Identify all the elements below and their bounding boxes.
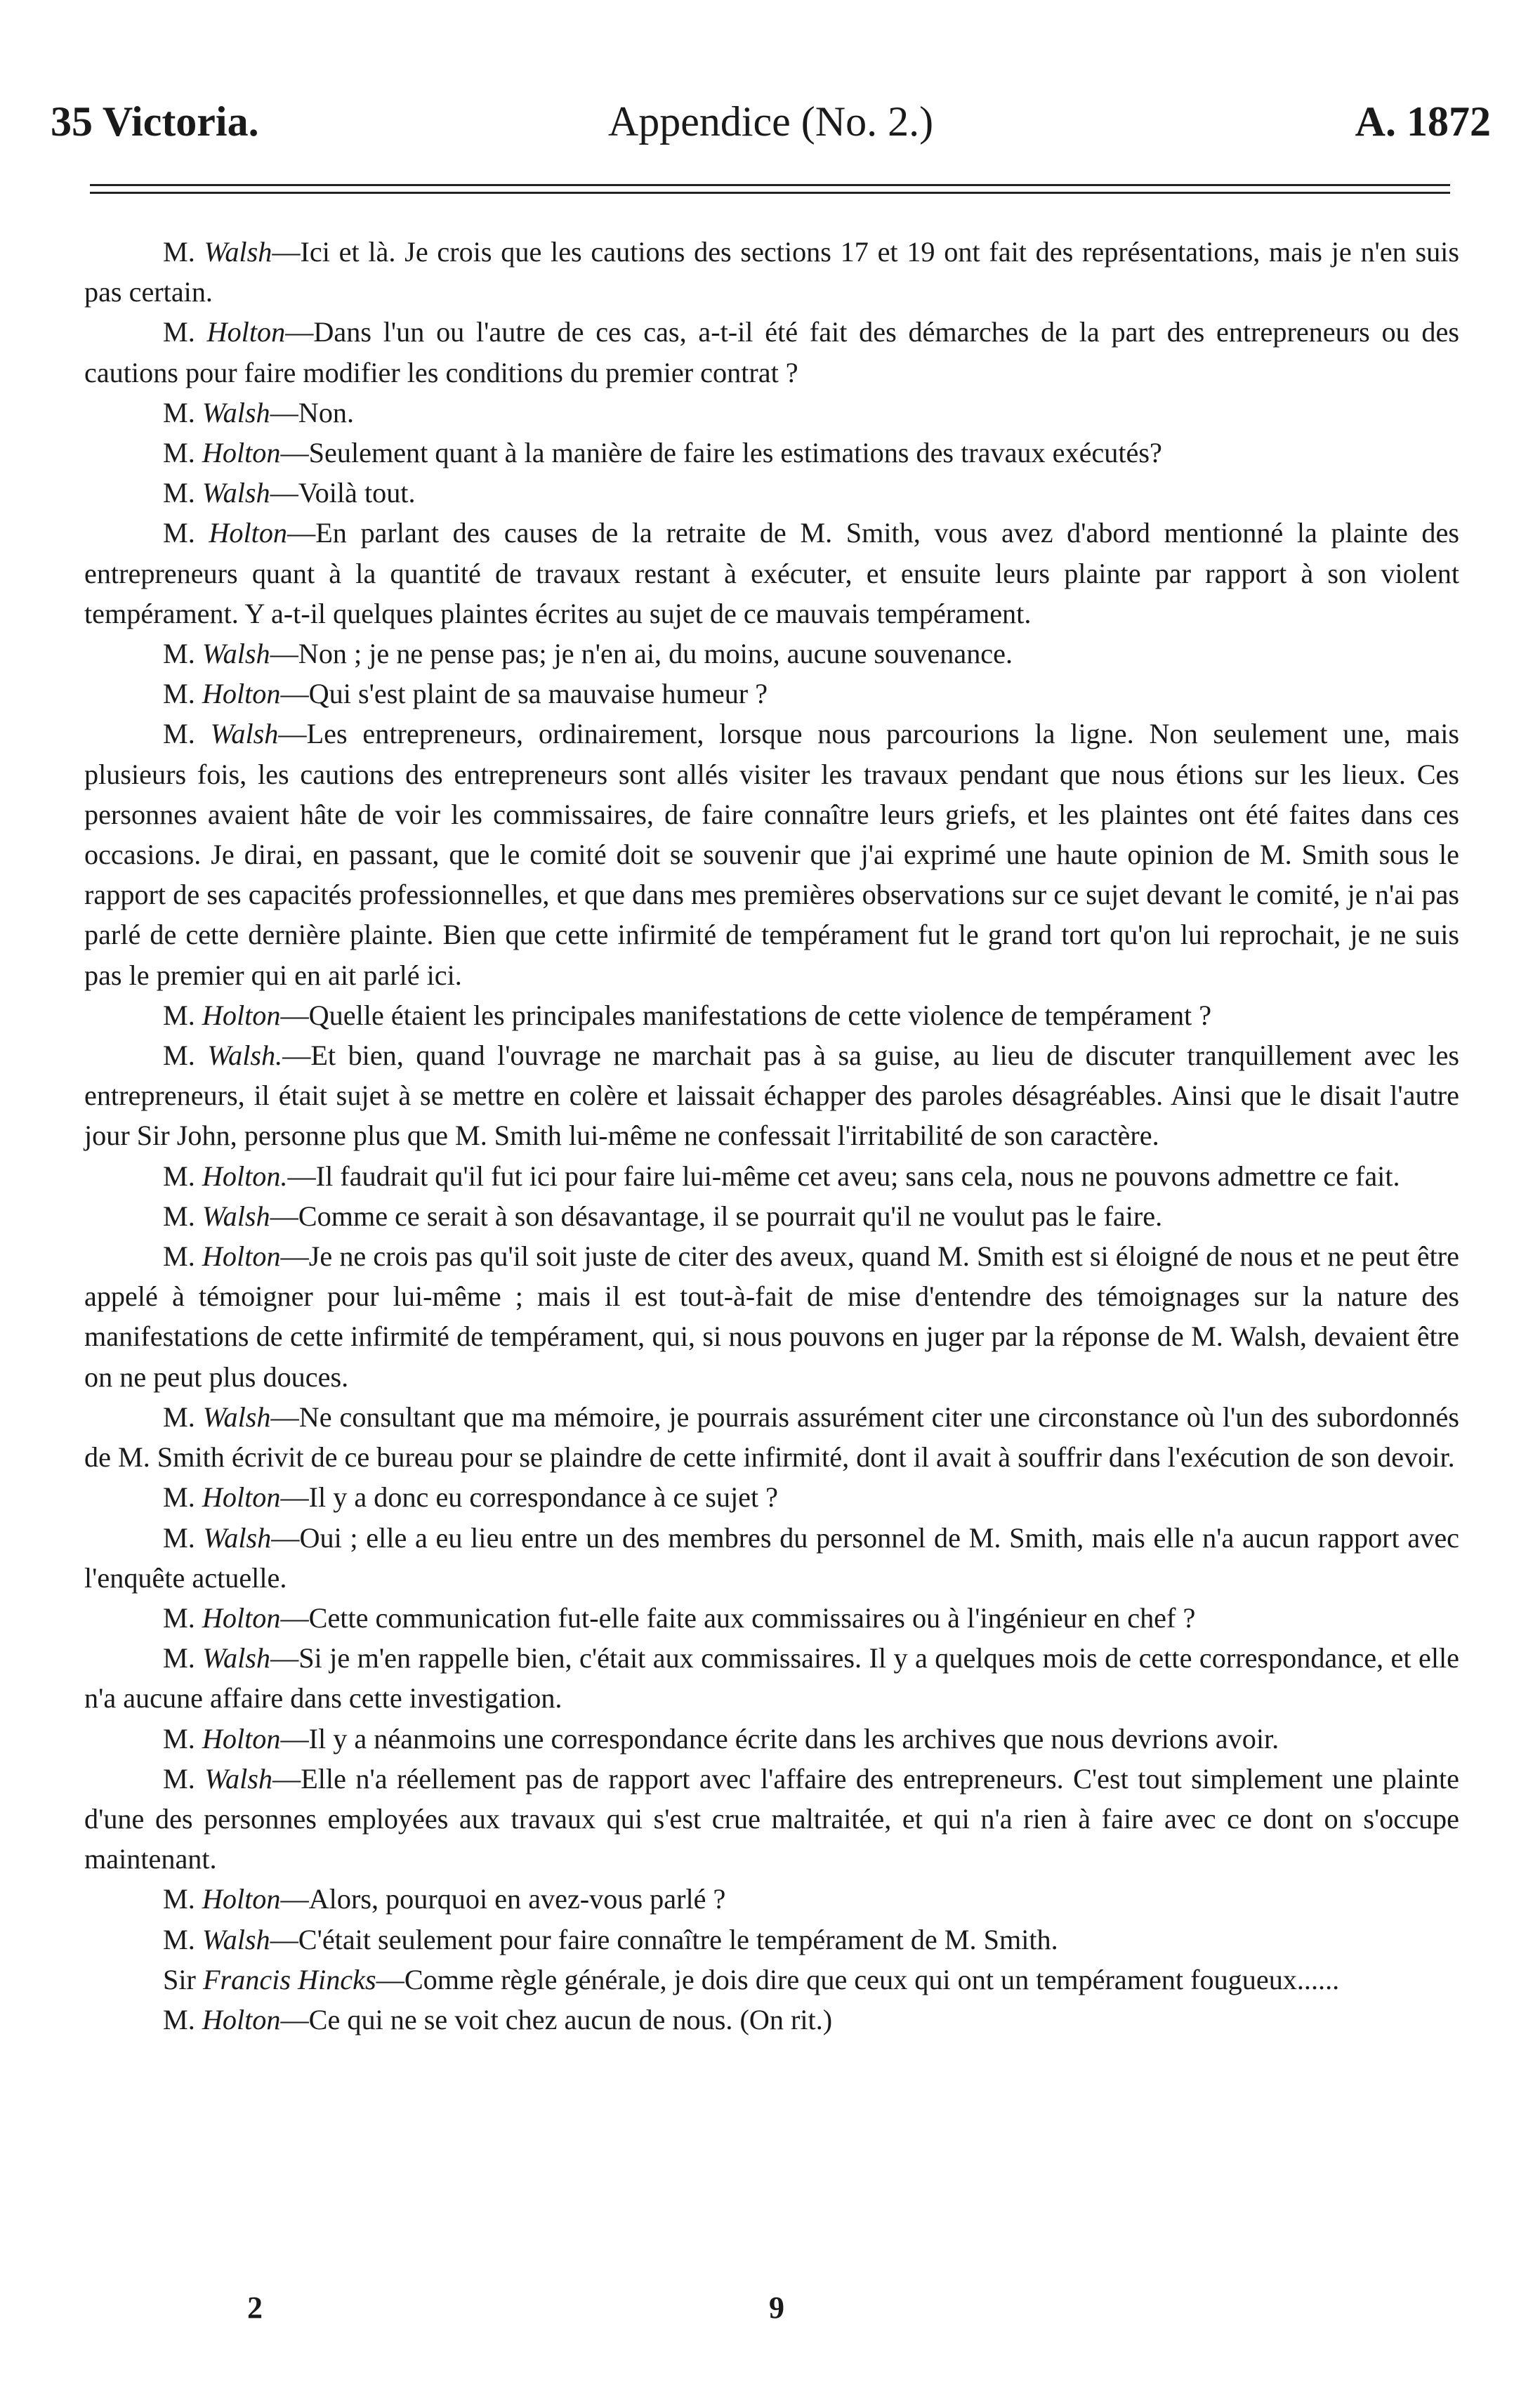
dialogue-paragraph [84,1960,1459,2000]
speaker-title: Sir [163,1963,196,1995]
speaker-name: Holton [206,316,286,348]
speaker-title: M. [163,1883,195,1915]
speaker-title: M. [163,678,195,710]
speech-text: —Seulement quant à la manière de faire les estimations des travaux exécutés? [280,437,1162,469]
dialogue-paragraph [84,1477,1459,1517]
speaker-name: Holton [202,1481,281,1514]
speech-text: —Dans l'un ou l'autre de ces cas, a-t-il été fait des démarches de la part des entrepreneurs ou des cautions pour faire modifier les conditions du premier contrat ? [84,316,1460,388]
speaker-title: M. [163,1923,195,1955]
speech-text: —Elle n'a réellement pas de rapport avec l'affaire des entrepreneurs. C'est tout simplement une plainte d'une des personnes employées aux travaux qui s'est crue maltraitée, et qui n'a rien à faire avec ce dont on s'occupe maintenant. [84,1762,1459,1875]
speech-text: —Comme ce serait à son désavantage, il se pourrait qu'il ne voulut pas le faire. [270,1200,1163,1232]
speaker-name: Holton [202,1601,281,1634]
dialogue-paragraph [84,674,1459,714]
page-body [84,232,1459,2040]
speaker-title: M. [163,437,195,469]
speaker-title: M. [163,1521,195,1554]
dialogue-paragraph [84,1598,1459,1638]
speaker-name: Holton [202,678,281,710]
dialogue-paragraph [84,1035,1459,1156]
dialogue-paragraph [84,513,1459,634]
speaker-title: M. [163,1481,195,1514]
speech-text: —Ne consultant que ma mémoire, je pourrais assurément citer une circonstance où l'un des subordonnés de M. Smith écrivit de ce bureau pour se plaindre de cette infirmité, dont il avait à souffrir dans l'exécution de son devoir. [84,1401,1460,1474]
speaker-name: Walsh [210,718,279,750]
speaker-name: Walsh [203,1521,272,1554]
dialogue-paragraph [84,1236,1459,1397]
speaker-name: Walsh [202,396,270,428]
header-session: 35 Victoria. [51,98,259,145]
speech-text: —En parlant des causes de la retraite de M. Smith, vous avez d'abord mentionné la plainte des entrepreneurs quant à la quantité de travaux restant à exécuter, et ensuite leurs plainte par rapport à son violent tempérament. Y a-t-il quelques plaintes écrites au sujet de ce mauvais tempérament. [84,517,1459,629]
page-header [51,90,1491,153]
speaker-name: Walsh [202,638,270,670]
speaker-title: M. [163,1601,195,1634]
dialogue-paragraph [84,473,1459,513]
speaker-name: Walsh [204,1762,273,1795]
speaker-title: M. [163,1040,195,1072]
speech-text: —C'était seulement pour faire connaître le tempérament de M. Smith. [270,1923,1058,1955]
speaker-title: M. [163,718,195,750]
dialogue-paragraph [84,1518,1459,1598]
speech-text: —Qui s'est plaint de sa mauvaise humeur ? [280,678,768,710]
speech-text: —Ici et là. Je crois que les cautions des sections 17 et 19 ont fait des représentations, mais je n'en suis pas certain. [84,236,1459,308]
speech-text: —Non. [270,396,355,428]
speaker-title: M. [163,1762,195,1795]
speaker-name: Holton [202,1883,281,1915]
header-title: Appendice (No. 2.) [607,98,934,145]
dialogue-paragraph [84,433,1459,473]
speaker-title: M. [163,1200,195,1232]
speaker-title: M. [163,999,195,1031]
speech-text: —Il y a donc eu correspondance à ce sujet ? [280,1481,779,1514]
speech-text: —Ce qui ne se voit chez aucun de nous. (On rit.) [280,2003,833,2035]
speech-text: —Si je m'en rappelle bien, c'était aux commissaires. Il y a quelques mois de cette correspondance, et elle n'a aucune affaire dans cette investigation. [84,1642,1459,1714]
speaker-name: Walsh [202,1401,271,1433]
dialogue-paragraph [84,1397,1459,1477]
speaker-name: Holton [202,1722,281,1755]
header-rule-top [90,184,1450,186]
speaker-title: M. [163,2003,195,2035]
dialogue-paragraph [84,1156,1459,1196]
speech-text: —Il faudrait qu'il fut ici pour faire lui-même cet aveu; sans cela, nous ne pouvons admettre ce fait. [287,1160,1400,1192]
speaker-title: M. [163,517,195,549]
speaker-name: Holton. [202,1160,288,1192]
speech-text: —Il y a néanmoins une correspondance écrite dans les archives que nous devrions avoir. [280,1722,1279,1755]
speaker-name: Holton [202,437,281,469]
dialogue-paragraph [84,1759,1459,1880]
speaker-title: M. [163,1722,195,1755]
page-number: 9 [769,2290,784,2325]
speaker-name: Walsh [204,236,272,268]
dialogue-paragraph [84,995,1459,1035]
speech-text: —Quelle étaient les principales manifestations de cette violence de tempérament ? [280,999,1212,1031]
speech-text: —Comme règle générale, je dois dire que ceux qui ont un tempérament fougueux...... [376,1963,1340,1995]
speaker-title: M. [163,1642,195,1674]
speaker-title: M. [163,638,195,670]
speaker-title: M. [163,1401,195,1433]
dialogue-paragraph [84,1719,1459,1759]
speaker-title: M. [163,396,195,428]
header-rule-bottom [90,192,1450,194]
speaker-name: Walsh [202,1923,270,1955]
speaker-title: M. [163,316,195,348]
footer-signature-mark: 2 [247,2290,263,2325]
speaker-name: Walsh [202,1200,270,1232]
dialogue-paragraph [84,393,1459,433]
dialogue-paragraph [84,1638,1459,1718]
speaker-title: M. [163,477,195,509]
dialogue-paragraph [84,1196,1459,1236]
speaker-title: M. [163,1240,195,1273]
dialogue-paragraph [84,714,1459,995]
speech-text: —Alors, pourquoi en avez-vous parlé ? [280,1883,726,1915]
speaker-name: Walsh [202,477,270,509]
dialogue-paragraph [84,634,1459,674]
speech-text: —Je ne crois pas qu'il soit juste de citer des aveux, quand M. Smith est si éloigné de nous et ne peut être appelé à témoigner pour lui-même ; mais il est tout-à-fait de mise d'entendre des témoignages sur la nature des manifestations de cette infirmité de tempérament, qui, si nous pouvons en juger par la réponse de M. Walsh, devaient être on ne peut plus douces. [84,1240,1460,1393]
speech-text: —Les entrepreneurs, ordinairement, lorsque nous parcourions la ligne. Non seulement une, mais plusieurs fois, les cautions des entrepreneurs sont allés visiter les travaux pendant que nous étions sur les lieux. Ces personnes avaient hâte de voir les commissaires, de faire connaître leurs griefs, et les plaintes ont été faites dans ces occasions. Je dirai, en passant, que le comité doit se souvenir que j'ai exprimé une haute opinion de M. Smith sous le rapport de ses capacités professionnelles, et que dans mes premières observations sur ce sujet devant le comité, je n'ai pas parlé de cette dernière plainte. Bien que cette infirmité de tempérament fut le grand tort qu'on lui reprochait, je ne suis pas le premier qui en ait parlé ici. [84,718,1459,991]
speaker-name: Francis Hincks [202,1963,376,1995]
speech-text: —Non ; je ne pense pas; je n'en ai, du moins, aucune souvenance. [270,638,1013,670]
dialogue-paragraph [84,312,1459,392]
speech-text: —Voilà tout. [270,477,416,509]
speaker-title: M. [163,236,195,268]
dialogue-paragraph [84,2000,1459,2040]
dialogue-paragraph [84,1879,1459,1919]
speaker-name: Holton [209,517,288,549]
speech-text: —Cette communication fut-elle faite aux commissaires ou à l'ingénieur en chef ? [280,1601,1196,1634]
speaker-name: Walsh [202,1642,271,1674]
dialogue-paragraph [84,1920,1459,1960]
page-footer [0,2290,1540,2332]
dialogue-paragraph [84,232,1459,312]
speech-text: —Et bien, quand l'ouvrage ne marchait pas à sa guise, au lieu de discuter tranquillement avec les entrepreneurs, il était sujet à se mettre en colère et laissait échapper des paroles désagréables. Ainsi que le disait l'autre jour Sir John, personne plus que M. Smith lui-même ne confessait l'irritabilité de son caractère. [84,1040,1459,1152]
speaker-title: M. [163,1160,195,1192]
speech-text: —Oui ; elle a eu lieu entre un des membres du personnel de M. Smith, mais elle n'a aucun rapport avec l'enquête actuelle. [84,1521,1459,1594]
speaker-name: Walsh. [207,1040,283,1072]
speaker-name: Holton [202,1240,281,1273]
speaker-name: Holton [202,2003,281,2035]
speaker-name: Holton [202,999,281,1031]
header-year: A. 1872 [1355,98,1491,145]
